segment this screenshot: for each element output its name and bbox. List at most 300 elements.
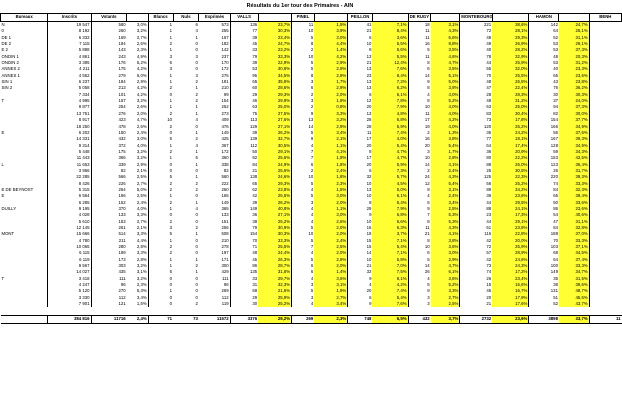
cell-hamon: 52 bbox=[529, 35, 559, 41]
cell-pct-12: 7,1% bbox=[372, 22, 408, 29]
cell-pinel: 3 bbox=[292, 98, 315, 104]
cell-bureaux: E DE BEYNOST bbox=[1, 186, 34, 192]
cell-pct-16: 17,6% bbox=[492, 301, 529, 307]
cell-montebourg: 72 bbox=[460, 244, 492, 250]
results-table bbox=[0, 13, 622, 324]
cell-peillon: 28 bbox=[348, 124, 373, 130]
cell-valls: 79 bbox=[230, 225, 258, 231]
cell-pinel: 2 bbox=[292, 168, 315, 174]
cell-pinel: 269 bbox=[292, 316, 315, 323]
cell-pct-14: 2,9% bbox=[431, 257, 460, 263]
cell-exprimes: 82 bbox=[223, 167, 229, 173]
cell-valls: 77 bbox=[230, 28, 258, 34]
cell-pct-14: 4,0% bbox=[431, 104, 460, 110]
cell-pct-8: 27,6% bbox=[258, 117, 291, 123]
cell-pct-16: 29,3% bbox=[492, 35, 529, 41]
cell-bureaux: DE 1 bbox=[1, 34, 12, 40]
cell-inscrits: 5 120 bbox=[48, 288, 91, 294]
cell-pct-14: 4,6% bbox=[431, 54, 460, 60]
cell-montebourg: 77 bbox=[460, 136, 492, 142]
cell-pinel: 9 bbox=[292, 136, 315, 142]
cell-pct-3: 2,5% bbox=[136, 193, 147, 199]
cell-pct-16: 16,7% bbox=[492, 288, 529, 294]
cell-pinel: 9 bbox=[292, 111, 315, 117]
cell-peillon: 14 bbox=[348, 250, 373, 256]
cell-pct-14: 4,7% bbox=[431, 60, 460, 66]
cell-de-rugy: 5 bbox=[408, 257, 431, 263]
cell-pinel: 4 bbox=[292, 250, 315, 256]
cell-pct-14: 3,8% bbox=[431, 238, 460, 244]
cell-pinel: 11 bbox=[292, 22, 315, 29]
cell-hamon: 54 bbox=[529, 212, 559, 218]
cell-pct-10: 3,6% bbox=[314, 276, 347, 282]
cell-valls: 30 bbox=[230, 301, 258, 307]
cell-montebourg: 25 bbox=[460, 168, 492, 174]
column-header-de-rugy: DE RUGY bbox=[408, 14, 431, 22]
column-header-blancs: Blancs bbox=[148, 14, 173, 22]
cell-pct-16: 20,0% bbox=[492, 238, 529, 244]
cell-pct-12: 4,7% bbox=[372, 149, 408, 155]
cell-pct-3: 3,3% bbox=[136, 212, 147, 218]
cell-pct-12: 7,6% bbox=[372, 301, 408, 307]
cell-pct-10: 3,0% bbox=[314, 193, 347, 199]
cell-nuls: 2 bbox=[195, 91, 198, 97]
cell-pct-16: 28,9% bbox=[492, 250, 529, 256]
cell-pct-3: 2,7% bbox=[136, 34, 147, 40]
cell-hamon: 37 bbox=[529, 98, 559, 104]
cell-pct-14: 4,7% bbox=[431, 263, 460, 269]
cell-valls: 38 bbox=[230, 219, 258, 225]
cell-pct-3: 2,8% bbox=[136, 244, 147, 250]
cell-blancs: 1 bbox=[148, 73, 173, 79]
cell-pct-12: 8,4% bbox=[372, 73, 408, 79]
cell-pct-12: 3,6% bbox=[372, 35, 408, 41]
cell-inscrits: 9 567 bbox=[48, 263, 91, 269]
cell-inscrits: 8 192 bbox=[48, 28, 91, 34]
cell-inscrits: 6 285 bbox=[48, 200, 91, 206]
cell-votants: 514 bbox=[91, 231, 127, 237]
cell-pct-8: 24,6% bbox=[258, 174, 291, 180]
cell-peillon: 20 bbox=[348, 162, 373, 168]
cell-pinel: 4 bbox=[292, 143, 315, 149]
cell-exprimes: 172 bbox=[221, 66, 229, 72]
cell-peillon: 13 bbox=[348, 111, 373, 117]
cell-pct-16: 29,1% bbox=[492, 219, 529, 225]
cell-valls: 53 bbox=[230, 66, 258, 72]
cell-pct-10: 2,0% bbox=[314, 263, 347, 269]
cell-pinel: 6 bbox=[292, 85, 315, 91]
cell-pct-16: 23,6% bbox=[492, 316, 529, 323]
cell-exprimes: 210 bbox=[221, 237, 229, 243]
cell-nuls: 0 bbox=[195, 41, 198, 47]
cell-benh: 11 bbox=[589, 316, 621, 323]
cell-pct-10: 1,9% bbox=[314, 98, 347, 104]
cell-exprimes: 476 bbox=[221, 123, 229, 129]
cell-pct-12: 4,5% bbox=[372, 181, 408, 187]
cell-inscrits: 5 448 bbox=[48, 149, 91, 155]
cell-valls: 48 bbox=[230, 250, 258, 256]
cell-de-rugy: 2 bbox=[408, 168, 431, 174]
cell-bureaux: E bbox=[1, 193, 5, 199]
cell-nuls: 1 bbox=[195, 199, 198, 205]
cell-votants: 199 bbox=[91, 250, 127, 256]
cell-pct-3: 2,4% bbox=[136, 129, 147, 135]
cell-pct-16: 17,9% bbox=[492, 295, 529, 301]
cell-pct-16: 32,9% bbox=[492, 54, 529, 60]
cell-exprimes: 508 bbox=[221, 231, 229, 237]
cell-exprimes: 425 bbox=[221, 136, 229, 142]
cell-pinel: 8 bbox=[292, 41, 315, 47]
cell-de-rugy: 4 bbox=[408, 92, 431, 98]
cell-nuls: 4 bbox=[195, 142, 198, 148]
cell-blancs: 2 bbox=[148, 124, 173, 130]
cell-votants: 339 bbox=[91, 162, 127, 168]
cell-votants: 121 bbox=[91, 301, 127, 307]
cell-votants: 184 bbox=[91, 79, 127, 85]
cell-de-rugy: 12 bbox=[408, 181, 431, 187]
cell-inscrits: 3 956 bbox=[48, 168, 91, 174]
cell-pct-16: 23,8% bbox=[492, 225, 529, 231]
cell-nuls: 2 bbox=[195, 186, 198, 192]
cell-de-rugy: 3 bbox=[408, 295, 431, 301]
cell-pct-18: 39,3% bbox=[559, 174, 589, 180]
cell-pct-12: 8,4% bbox=[372, 28, 408, 34]
cell-pct-18: 34,9% bbox=[559, 143, 589, 149]
cell-votants: 366 bbox=[91, 155, 127, 161]
cell-nuls: 5 bbox=[195, 155, 198, 161]
cell-hamon: 74 bbox=[529, 181, 559, 187]
cell-pct-18: 37,4% bbox=[559, 257, 589, 263]
cell-montebourg: 48 bbox=[460, 79, 492, 85]
cell-votants: 264 bbox=[91, 187, 127, 193]
cell-de-rugy: 11 bbox=[408, 225, 431, 231]
cell-hamon: 53 bbox=[529, 47, 559, 53]
cell-peillon: 13 bbox=[348, 187, 373, 193]
cell-pct-14: 6,1% bbox=[431, 269, 460, 275]
spacer-cell bbox=[1, 307, 622, 316]
cell-nuls: 0 bbox=[195, 250, 198, 256]
cell-nuls: 0 bbox=[195, 244, 198, 250]
cell-pct-18: 30,0% bbox=[559, 111, 589, 117]
cell-pct-12: 7,4% bbox=[372, 288, 408, 294]
cell-valls: 63 bbox=[230, 104, 258, 110]
cell-de-rugy: 19 bbox=[408, 124, 431, 130]
cell-hamon: 142 bbox=[529, 22, 559, 29]
cell-pct-16: 31,2% bbox=[492, 98, 529, 104]
cell-pct-14: 3,3% bbox=[431, 288, 460, 294]
cell-nuls: 1 bbox=[195, 110, 198, 116]
cell-pinel: 8 bbox=[292, 73, 315, 79]
cell-pinel: 5 bbox=[292, 60, 315, 66]
cell-pct-16: 17,8% bbox=[492, 117, 529, 123]
cell-pct-3: 3,4% bbox=[136, 294, 147, 300]
cell-hamon: 149 bbox=[529, 269, 559, 275]
cell-de-rugy: 14 bbox=[408, 162, 431, 168]
cell-montebourg: 49 bbox=[460, 35, 492, 41]
cell-bureaux: DUILLY bbox=[1, 205, 17, 211]
cell-pct-10: 2,7% bbox=[314, 295, 347, 301]
cell-bureaux: MONT bbox=[1, 231, 15, 237]
cell-valls: 45 bbox=[230, 41, 258, 47]
cell-bureaux: T bbox=[1, 98, 5, 104]
cell-hamon: 53 bbox=[529, 41, 559, 47]
cell-blancs: 2 bbox=[148, 187, 173, 193]
cell-bureaux: 0 bbox=[1, 28, 4, 34]
cell-pct-10: 2,4% bbox=[314, 238, 347, 244]
cell-blancs: 2 bbox=[148, 181, 173, 187]
cell-pct-10: 2,0% bbox=[314, 250, 347, 256]
cell-pct-18: 32,3% bbox=[559, 187, 589, 193]
cell-pct-18: 37,1% bbox=[559, 244, 589, 250]
cell-votants: 260 bbox=[91, 28, 127, 34]
cell-hamon: 35 bbox=[529, 276, 559, 282]
cell-valls: 33 bbox=[230, 276, 258, 282]
cell-montebourg: 88 bbox=[460, 206, 492, 212]
cell-montebourg: 44 bbox=[460, 200, 492, 206]
cell-pct-10: 1,9% bbox=[314, 155, 347, 161]
cell-pct-12: 4,0% bbox=[372, 136, 408, 142]
cell-pct-10: 3,0% bbox=[314, 212, 347, 218]
cell-hamon: 64 bbox=[529, 257, 559, 263]
cell-hamon: 38 bbox=[529, 282, 559, 288]
cell-pct-10: 2,1% bbox=[314, 136, 347, 142]
cell-de-rugy: 8 bbox=[408, 60, 431, 66]
cell-pct-8: 23,4% bbox=[258, 35, 291, 41]
cell-peillon: 10 bbox=[348, 193, 373, 199]
cell-nuls: 0 bbox=[195, 212, 198, 218]
cell-peillon: 19 bbox=[348, 231, 373, 237]
cell-peillon: 17 bbox=[348, 155, 373, 161]
cell-montebourg: 116 bbox=[460, 231, 492, 237]
column-header-valls: VALLS bbox=[230, 14, 258, 22]
cell-votants: 478 bbox=[91, 124, 127, 130]
cell-valls: 71 bbox=[230, 244, 258, 250]
cell-pct-12: 7,9% bbox=[372, 104, 408, 110]
cell-hamon: 220 bbox=[529, 174, 559, 180]
cell-pct-3: 2,5% bbox=[136, 174, 147, 180]
cell-inscrits: 6 564 bbox=[48, 193, 91, 199]
cell-hamon: 51 bbox=[529, 295, 559, 301]
cell-bureaux: L bbox=[1, 161, 4, 167]
cell-peillon: 8 bbox=[348, 200, 373, 206]
cell-hamon: 26 bbox=[529, 168, 559, 174]
cell-de-rugy: 24 bbox=[408, 174, 431, 180]
cell-nuls: 1 bbox=[195, 148, 198, 154]
cell-hamon: 47 bbox=[529, 219, 559, 225]
cell-de-rugy: 4 bbox=[408, 193, 431, 199]
cell-votants: 372 bbox=[91, 143, 127, 149]
cell-pct-12: 6,2% bbox=[372, 85, 408, 91]
cell-votants: 101 bbox=[91, 92, 127, 98]
cell-pct-10: 3,1% bbox=[314, 282, 347, 288]
cell-nuls: 0 bbox=[195, 282, 198, 288]
cell-pct-16: 32,0% bbox=[492, 66, 529, 72]
cell-exprimes: 365 bbox=[221, 205, 229, 211]
cell-blancs: 1 bbox=[148, 79, 173, 85]
cell-blancs: 6 bbox=[148, 60, 173, 66]
cell-inscrits: 3 418 bbox=[48, 276, 91, 282]
cell-pct-14: 2,7% bbox=[431, 295, 460, 301]
cell-pct-16: 25,9% bbox=[492, 60, 529, 66]
cell-de-rugy: 10 bbox=[408, 244, 431, 250]
cell-montebourg: 57 bbox=[460, 250, 492, 256]
cell-pct-3: 3,0% bbox=[136, 22, 147, 28]
cell-bureaux: ANNES 2 bbox=[1, 66, 20, 72]
cell-votants: 112 bbox=[91, 295, 127, 301]
cell-pinel: 10 bbox=[292, 28, 315, 34]
cell-nuls: 0 bbox=[195, 275, 198, 281]
cell-nuls: 0 bbox=[195, 66, 198, 72]
cell-inscrits: 14 027 bbox=[48, 269, 91, 275]
cell-pct-16: 34,2% bbox=[492, 187, 529, 193]
cell-hamon: 167 bbox=[529, 136, 559, 142]
cell-pct-8: 35,9% bbox=[258, 79, 291, 85]
cell-peillon: 10 bbox=[348, 41, 373, 47]
cell-blancs: 3 bbox=[148, 225, 173, 231]
cell-montebourg: 42 bbox=[460, 257, 492, 263]
cell-pct-10: 2,0% bbox=[314, 231, 347, 237]
cell-pct-8: 22,9% bbox=[258, 60, 291, 66]
cell-blancs: 2 bbox=[148, 219, 173, 225]
cell-pct-16: 28,2% bbox=[492, 47, 529, 53]
cell-pct-12: 5,4% bbox=[372, 200, 408, 206]
cell-montebourg: 89 bbox=[460, 187, 492, 193]
cell-pct-3: 2,6% bbox=[136, 123, 147, 129]
cell-pct-16: 29,5% bbox=[492, 200, 529, 206]
cell-pct-18: 39,3% bbox=[559, 136, 589, 142]
cell-pct-3: 3,3% bbox=[136, 250, 147, 256]
cell-pct-8: 29,1% bbox=[258, 149, 291, 155]
cell-pct-8: 29,7% bbox=[258, 276, 291, 282]
cell-pct-12: 6,3% bbox=[372, 225, 408, 231]
cell-hamon: 94 bbox=[529, 104, 559, 110]
cell-nuls: 1 bbox=[195, 174, 198, 180]
cell-inscrits: 10 065 bbox=[48, 244, 91, 250]
cell-pct-18: 33,6% bbox=[559, 200, 589, 206]
cell-pct-14: 2,8% bbox=[431, 155, 460, 161]
cell-hamon: 86 bbox=[529, 206, 559, 212]
cell-pct-3: 3,2% bbox=[136, 28, 147, 34]
cell-de-rugy: 11 bbox=[408, 54, 431, 60]
cell-pinel: 3 bbox=[292, 200, 315, 206]
cell-pct-10: 1,5% bbox=[314, 187, 347, 193]
cell-pct-16: 23,4% bbox=[492, 276, 529, 282]
cell-pct-8: 31,5% bbox=[258, 269, 291, 275]
cell-pinel: 3 bbox=[292, 282, 315, 288]
cell-inscrits: 4 552 bbox=[48, 73, 91, 79]
cell-montebourg: 45 bbox=[460, 288, 492, 294]
cell-peillon: 21 bbox=[348, 28, 373, 34]
cell-pct-14: 4,0% bbox=[431, 92, 460, 98]
cell-pct-16: 18,1% bbox=[492, 136, 529, 142]
cell-exprimes: 119 bbox=[221, 301, 229, 307]
cell-pct-3: 4,7% bbox=[136, 117, 147, 123]
cell-peillon: 16 bbox=[348, 225, 373, 231]
cell-pinel: 10 bbox=[292, 54, 315, 60]
cell-votants: 175 bbox=[91, 149, 127, 155]
cell-pct-8: 27,5% bbox=[258, 111, 291, 117]
cell-pct-16: 24,6% bbox=[492, 257, 529, 263]
cell-blancs: 1 bbox=[148, 22, 173, 29]
cell-votants: 169 bbox=[91, 35, 127, 41]
cell-montebourg: 47 bbox=[460, 85, 492, 91]
cell-montebourg: 83 bbox=[460, 111, 492, 117]
cell-pct-12: 4,8% bbox=[372, 111, 408, 117]
cell-pct-3: 4,4% bbox=[136, 237, 147, 243]
cell-exprimes: 170 bbox=[221, 60, 229, 66]
cell-pct-3: 4,9% bbox=[136, 53, 147, 59]
cell-de-rugy: 10 bbox=[408, 104, 431, 110]
cell-pct-8: 28,6% bbox=[258, 85, 291, 91]
cell-inscrits: 4 028 bbox=[48, 212, 91, 218]
cell-pct-18: 45,5% bbox=[559, 295, 589, 301]
cell-pct-10: 4,4% bbox=[314, 41, 347, 47]
cell-votants: 279 bbox=[91, 73, 127, 79]
cell-inscrits: 5 888 bbox=[48, 47, 91, 53]
cell-montebourg: 72 bbox=[460, 28, 492, 34]
cell-pct-16: 17,3% bbox=[492, 212, 529, 218]
cell-valls: 62 bbox=[230, 187, 258, 193]
cell-inscrits: 4 861 bbox=[48, 54, 91, 60]
cell-pct-8: 27,1% bbox=[258, 212, 291, 218]
cell-inscrits: 14 331 bbox=[48, 136, 91, 142]
cell-pct-10: 2,9% bbox=[314, 60, 347, 66]
cell-blancs: 71 bbox=[148, 316, 173, 323]
cell-pct-8: 23,8% bbox=[258, 187, 291, 193]
cell-valls: 139 bbox=[230, 136, 258, 142]
cell-pct-3: 2,1% bbox=[136, 167, 147, 173]
cell-pct-3: 5,2% bbox=[136, 60, 147, 66]
cell-pct-10: 2,9% bbox=[314, 73, 347, 79]
cell-valls: 112 bbox=[230, 143, 258, 149]
cell-pct-16: 24,2% bbox=[492, 130, 529, 136]
cell-pct-8: 34,5% bbox=[258, 73, 291, 79]
cell-pct-3: 3,3% bbox=[136, 231, 147, 237]
cell-pct-14: 8,8% bbox=[431, 41, 460, 47]
cell-pct-14: 3,6% bbox=[431, 244, 460, 250]
cell-pct-10: 2,9% bbox=[314, 85, 347, 91]
cell-pct-10: 2,0% bbox=[314, 92, 347, 98]
cell-pct-16: 22,4% bbox=[492, 85, 529, 91]
cell-montebourg: 120 bbox=[460, 124, 492, 130]
cell-pct-14: 2,4% bbox=[431, 168, 460, 174]
cell-votants: 566 bbox=[91, 174, 127, 180]
cell-pct-10: 1,9% bbox=[314, 22, 347, 29]
cell-pct-10: 3,9% bbox=[314, 28, 347, 34]
cell-hamon: 82 bbox=[529, 111, 559, 117]
cell-exprimes: 165 bbox=[221, 193, 229, 199]
cell-montebourg: 26 bbox=[460, 276, 492, 282]
cell-blancs: 5 bbox=[148, 269, 173, 275]
cell-exprimes: 256 bbox=[221, 225, 229, 231]
cell-pinel: 4 bbox=[292, 212, 315, 218]
cell-nuls: 0 bbox=[195, 47, 198, 53]
cell-pct-10: 2,9% bbox=[314, 124, 347, 130]
cell-nuls: 2 bbox=[195, 98, 198, 104]
cell-de-rugy: 6 bbox=[408, 66, 431, 72]
cell-pinel: 4 bbox=[292, 206, 315, 212]
cell-de-rugy: 17 bbox=[408, 117, 431, 123]
cell-pct-10: 2,3% bbox=[314, 181, 347, 187]
cell-pct-12: 5,7% bbox=[372, 174, 408, 180]
cell-pct-12: 3,7% bbox=[372, 231, 408, 237]
cell-pct-10: 3,2% bbox=[314, 117, 347, 123]
cell-pct-3: 2,0% bbox=[136, 110, 147, 116]
cell-hamon: 70 bbox=[529, 238, 559, 244]
cell-pct-10: 1,7% bbox=[314, 79, 347, 85]
cell-peillon: 9 bbox=[348, 301, 373, 307]
cell-votants: 153 bbox=[91, 219, 127, 225]
